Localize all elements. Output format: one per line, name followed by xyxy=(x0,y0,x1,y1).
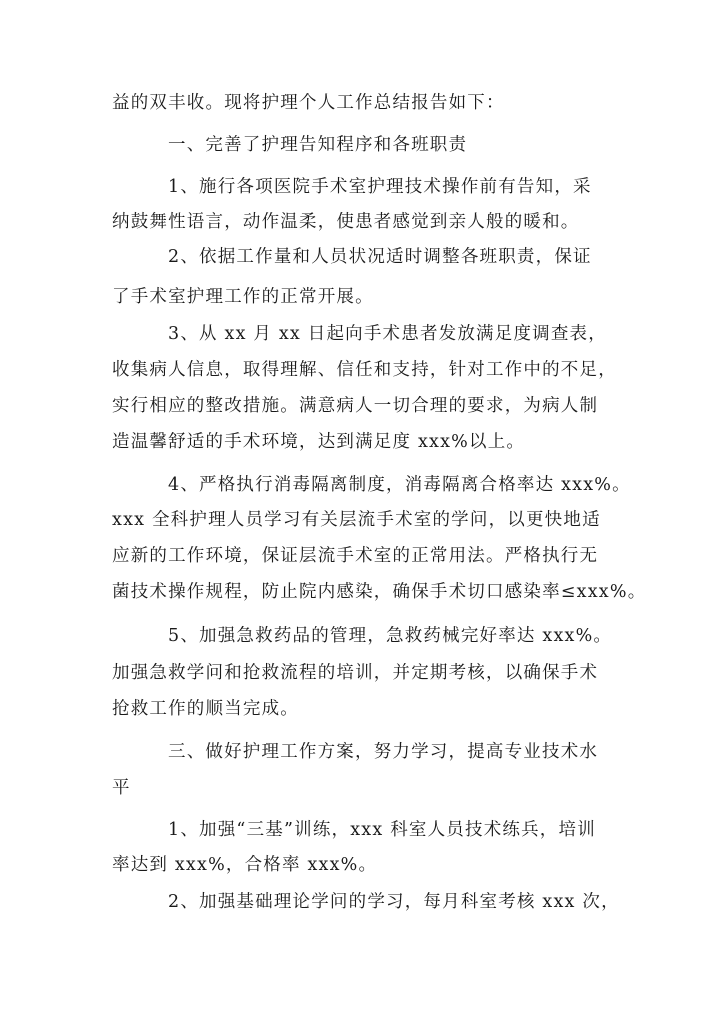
paragraph-line: 造温馨舒适的手术环境，达到满足度 xxx%以上。 xyxy=(112,432,526,452)
paragraph-line: 率达到 xxx%，合格率 xxx%。 xyxy=(112,855,378,875)
paragraph-line: xxx 全科护理人员学习有关层流手术室的学问，以更快地适 xyxy=(112,510,601,530)
section-heading: 一、完善了护理告知程序和各班职责 xyxy=(168,135,468,155)
paragraph-line: 4、严格执行消毒隔离制度，消毒隔离合格率达 xxx%。 xyxy=(168,475,631,495)
paragraph-line: 实行相应的整改措施。满意病人一切合理的要求，为病人制 xyxy=(112,396,599,416)
paragraph-line: 益的双丰收。现将护理个人工作总结报告如下： xyxy=(112,93,505,113)
paragraph-line: 抢救工作的顺当完成。 xyxy=(112,699,299,719)
section-heading: 三、做好护理工作方案，努力学习，提高专业技术水 xyxy=(168,742,599,762)
paragraph-line: 1、加强“三基”训练，xxx 科室人员技术练兵，培训 xyxy=(168,820,596,840)
paragraph-line: 菌技术操作规程，防止院内感染，确保手术切口感染率≤xxx%。 xyxy=(112,582,647,602)
paragraph-line: 2、依据工作量和人员状况适时调整各班职责，保证 xyxy=(168,247,592,267)
paragraph-line: 加强急救学问和抢救流程的培训，并定期考核，以确保手术 xyxy=(112,663,599,683)
section-heading-continued: 平 xyxy=(112,778,131,798)
paragraph-line: 纳鼓舞性语言，动作温柔，使患者感觉到亲人般的暖和。 xyxy=(112,212,580,232)
paragraph-line: 5、加强急救药品的管理，急救药械完好率达 xxx%。 xyxy=(168,626,613,646)
paragraph-line: 2、加强基础理论学问的学习，每月科室考核 xxx 次， xyxy=(168,892,620,912)
paragraph-line: 收集病人信息，取得理解、信任和支持，针对工作中的不足， xyxy=(112,360,617,380)
paragraph-line: 3、从 xx 月 xx 日起向手术患者发放满足度调查表， xyxy=(168,324,607,344)
paragraph-line: 应新的工作环境，保证层流手术室的正常用法。严格执行无 xyxy=(112,546,599,566)
paragraph-line: 1、施行各项医院手术室护理技术操作前有告知，采 xyxy=(168,177,592,197)
paragraph-line: 了手术室护理工作的正常开展。 xyxy=(112,287,374,307)
